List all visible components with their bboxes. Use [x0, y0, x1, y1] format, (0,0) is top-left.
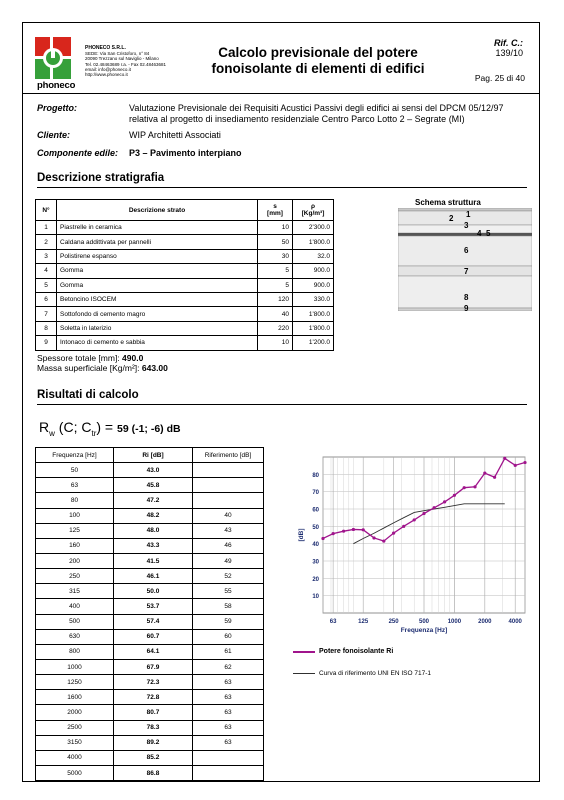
- table-row: [36, 307, 334, 321]
- table-row: [36, 720, 264, 735]
- x-tick-label: 1000: [447, 619, 462, 625]
- layer-description: Piastrelle in ceramica: [57, 221, 258, 235]
- reference-box: [494, 38, 523, 58]
- header-rho: [293, 200, 334, 221]
- layer-number: 7: [36, 307, 57, 321]
- freq-cell: 315: [36, 584, 114, 599]
- company-name: PHONECO S.R.L.: [85, 45, 126, 51]
- freq-cell: 125: [36, 523, 114, 538]
- legend-swatch-ref: [293, 673, 315, 674]
- freq-cell: 250: [36, 569, 114, 584]
- company-line: SEDE: Via San Cristoforo, n° 84: [85, 51, 150, 57]
- stratigrafia-title: Descrizione stratigrafia: [37, 172, 165, 184]
- header-s-label: s: [273, 203, 277, 210]
- ref-cell: 63: [193, 690, 264, 705]
- table-row: [36, 292, 334, 306]
- layer-thickness: 120: [258, 292, 293, 306]
- ref-cell: 55: [193, 584, 264, 599]
- table-row: [36, 278, 334, 292]
- layer-density: 1'800.0: [293, 235, 334, 249]
- data-point-ri: [523, 461, 526, 464]
- progetto-line: Valutazione Previsionale dei Requisiti Acustici Passivi degli edifici ai sensi del DPCM 05/12/97: [129, 103, 504, 113]
- company-line: http://www.phoneco.it: [85, 72, 128, 78]
- layer-density: 330.0: [293, 292, 334, 306]
- layer-number: 2: [36, 235, 57, 249]
- freq-cell: 400: [36, 599, 114, 614]
- table-row: [36, 690, 264, 705]
- data-point-ri: [321, 537, 324, 540]
- rif-value: 139/10: [495, 48, 523, 58]
- ref-cell: 49: [193, 553, 264, 568]
- x-tick-label: 250: [388, 619, 399, 625]
- header-s: [258, 200, 293, 221]
- formula-value: 59 (-1; -6) dB: [116, 423, 181, 435]
- table-row: [36, 705, 264, 720]
- stratigrafia-body: [36, 221, 334, 351]
- ri-cell: 50.0: [114, 584, 193, 599]
- data-point-ri: [352, 528, 355, 531]
- ri-cell: 47.2: [114, 493, 193, 508]
- ri-cell: 45.8: [114, 478, 193, 493]
- x-axis-label: Frequenza [Hz]: [400, 627, 448, 634]
- company-line: 20090 Trezzano sul Naviglio - Milano: [85, 56, 159, 62]
- progetto-value: [129, 103, 504, 125]
- results-table: [35, 447, 264, 781]
- ref-cell: 63: [193, 735, 264, 750]
- schema-label-7: 7: [464, 267, 469, 276]
- massa-row: [37, 363, 168, 373]
- layer-number: 8: [36, 321, 57, 335]
- ref-cell: [193, 478, 264, 493]
- spessore-label: Spessore totale [mm]:: [37, 353, 120, 363]
- table-header-row: [36, 200, 334, 221]
- ref-cell: 52: [193, 569, 264, 584]
- layer-number: 9: [36, 336, 57, 350]
- data-point-ri: [382, 539, 385, 542]
- layer-description: Polistirene espanso: [57, 249, 258, 263]
- layer-1: [398, 208, 532, 211]
- table-row: [36, 478, 264, 493]
- legend-label-ri: Potere fonoisolante Ri: [319, 648, 394, 655]
- table-row: [36, 644, 264, 659]
- table-row: [36, 493, 264, 508]
- freq-cell: 1600: [36, 690, 114, 705]
- logo-text: phoneco: [37, 80, 76, 91]
- layer-density: 32.0: [293, 249, 334, 263]
- document-title: [203, 45, 433, 77]
- schema-label-8: 8: [464, 293, 469, 302]
- cliente-value: WIP Architetti Associati: [129, 130, 221, 140]
- table-row: [36, 629, 264, 644]
- table-row: [36, 750, 264, 765]
- ri-cell: 80.7: [114, 705, 193, 720]
- layer-thickness: 10: [258, 221, 293, 235]
- y-tick-label: 50: [312, 524, 319, 531]
- progetto-label: Progetto:: [37, 103, 77, 113]
- schema-title: Schema struttura: [415, 198, 481, 207]
- table-row: [36, 264, 334, 278]
- table-row: [36, 569, 264, 584]
- ref-cell: 63: [193, 720, 264, 735]
- freq-cell: 63: [36, 478, 114, 493]
- data-point-ri: [342, 530, 345, 533]
- company-line: Tel. 02.48463689 r.a. - Fax 02.48463681: [85, 61, 167, 67]
- layer-thickness: 220: [258, 321, 293, 335]
- ri-cell: 72.8: [114, 690, 193, 705]
- layer-density: 900.0: [293, 264, 334, 278]
- title-line: Calcolo previsionale del potere: [218, 45, 418, 60]
- layer-description: Gomma: [57, 264, 258, 278]
- freq-cell: 200: [36, 553, 114, 568]
- x-tick-label: 2000: [478, 619, 492, 625]
- data-point-ri: [392, 531, 395, 534]
- progetto-line: relativa al progetto di insediamento residenziale Centro Parco Lotto 2 – Segrate (MI): [129, 114, 465, 124]
- header-desc: Descrizione strato: [57, 200, 258, 221]
- data-point-ri: [493, 476, 496, 479]
- risultati-title: Risultati di calcolo: [37, 389, 139, 401]
- ri-cell: 48.0: [114, 523, 193, 538]
- cliente-label: Cliente:: [37, 130, 71, 140]
- table-row: [36, 463, 264, 478]
- results-body: [36, 463, 264, 781]
- schema-label-2: 2: [449, 214, 454, 223]
- layer-thickness: 30: [258, 249, 293, 263]
- frequency-chart: [275, 445, 531, 641]
- ri-cell: 43.0: [114, 463, 193, 478]
- freq-cell: 5000: [36, 765, 114, 780]
- ref-cell: 62: [193, 659, 264, 674]
- massa-label: Massa superficiale [Kg/m²]:: [37, 363, 140, 373]
- layer-thickness: 10: [258, 336, 293, 350]
- layer-number: 1: [36, 221, 57, 235]
- layer-thickness: 40: [258, 307, 293, 321]
- schema-label-5: 5: [486, 229, 491, 238]
- componente-label: Componente edile:: [37, 148, 119, 158]
- data-point-ri: [503, 457, 506, 460]
- x-tick-label: 125: [358, 619, 369, 625]
- ri-cell: 57.4: [114, 614, 193, 629]
- layer-number: 6: [36, 292, 57, 306]
- layer-description: Betoncino ISOCEM: [57, 292, 258, 306]
- freq-cell: 1000: [36, 659, 114, 674]
- layer-thickness: 5: [258, 278, 293, 292]
- table-row: [36, 249, 334, 263]
- schema-struttura-diagram: [398, 208, 532, 311]
- ref-cell: 40: [193, 508, 264, 523]
- ref-cell: 61: [193, 644, 264, 659]
- table-row: [36, 538, 264, 553]
- table-row: [36, 584, 264, 599]
- data-point-ri: [362, 528, 365, 531]
- ref-cell: [193, 493, 264, 508]
- layer-description: Sottofondo di cemento magro: [57, 307, 258, 321]
- data-point-ri: [453, 494, 456, 497]
- table-row: [36, 523, 264, 538]
- data-point-ri: [463, 486, 466, 489]
- freq-cell: 630: [36, 629, 114, 644]
- data-point-ri: [413, 518, 416, 521]
- ref-cell: 63: [193, 675, 264, 690]
- freq-cell: 1250: [36, 675, 114, 690]
- formula-mid: (C; C: [54, 419, 92, 435]
- layer-density: 1'200.0: [293, 336, 334, 350]
- rif-label: Rif. C.:: [494, 38, 523, 48]
- title-line: fonoisolante di elementi di edifici: [211, 61, 425, 76]
- ref-cell: 63: [193, 705, 264, 720]
- company-info: [85, 46, 166, 77]
- header-ref: Riferimento [dB]: [193, 448, 264, 463]
- spessore-row: [37, 353, 168, 363]
- massa-value: 643.00: [141, 363, 168, 373]
- ri-cell: 78.3: [114, 720, 193, 735]
- formula-eq: ) =: [96, 419, 117, 435]
- layer-description: Intonaco di cemento e sabbia: [57, 336, 258, 350]
- layer-number: 4: [36, 264, 57, 278]
- legend-label-ref: Curva di riferimento UNI EN ISO 717-1: [319, 670, 431, 677]
- stratigrafia-table: [35, 199, 334, 351]
- page-header: [23, 23, 539, 93]
- ri-cell: 43.3: [114, 538, 193, 553]
- table-row: [36, 735, 264, 750]
- ri-cell: 53.7: [114, 599, 193, 614]
- data-point-ri: [483, 472, 486, 475]
- table-row: [36, 659, 264, 674]
- freq-cell: 800: [36, 644, 114, 659]
- legend-swatch-ri: [293, 651, 315, 653]
- ref-cell: [193, 765, 264, 780]
- formula-tr: tr: [91, 428, 97, 438]
- data-point-ri: [422, 512, 425, 515]
- layer-density: 2'300.0: [293, 221, 334, 235]
- totals: [37, 353, 168, 373]
- x-tick-label: 63: [329, 619, 337, 625]
- layer-thickness: 5: [258, 264, 293, 278]
- data-point-ri: [372, 536, 375, 539]
- data-point-ri: [514, 464, 517, 467]
- x-tick-label: 500: [418, 619, 430, 625]
- table-row: [36, 508, 264, 523]
- y-tick-label: 80: [312, 472, 319, 479]
- y-tick-label: 60: [312, 507, 319, 514]
- schema-label-4: 4: [477, 229, 482, 238]
- layer-number: 3: [36, 249, 57, 263]
- ri-cell: 67.9: [114, 659, 193, 674]
- table-row: [36, 765, 264, 780]
- document-page: [22, 22, 540, 782]
- layer-description: Gomma: [57, 278, 258, 292]
- layer-4: [398, 233, 532, 235]
- ri-cell: 48.2: [114, 508, 193, 523]
- freq-cell: 100: [36, 508, 114, 523]
- ri-cell: 85.2: [114, 750, 193, 765]
- freq-cell: 500: [36, 614, 114, 629]
- header-n: N°: [36, 200, 57, 221]
- freq-cell: 4000: [36, 750, 114, 765]
- layer-density: 1'800.0: [293, 307, 334, 321]
- header-freq: Frequenza [Hz]: [36, 448, 114, 463]
- ref-cell: 58: [193, 599, 264, 614]
- table-row: [36, 235, 334, 249]
- table-row: [36, 321, 334, 335]
- x-tick-label: 4000: [508, 619, 522, 625]
- section-divider: [37, 187, 527, 188]
- formula-w: w: [49, 428, 55, 438]
- layer-thickness: 50: [258, 235, 293, 249]
- header-rho-unit: [Kg/m³]: [301, 210, 325, 217]
- ri-cell: 89.2: [114, 735, 193, 750]
- ref-cell: [193, 463, 264, 478]
- ref-cell: 59: [193, 614, 264, 629]
- ri-cell: 41.5: [114, 553, 193, 568]
- ri-cell: 64.1: [114, 644, 193, 659]
- page-number: Pag. 25 di 40: [474, 73, 525, 83]
- ref-cell: 46: [193, 538, 264, 553]
- rw-formula: [39, 419, 181, 438]
- header-ri: Ri [dB]: [114, 448, 193, 463]
- freq-cell: 2500: [36, 720, 114, 735]
- ri-cell: 46.1: [114, 569, 193, 584]
- ref-cell: [193, 750, 264, 765]
- table-row: [36, 221, 334, 235]
- header-s-unit: [mm]: [267, 210, 283, 217]
- table-row: [36, 614, 264, 629]
- layer-density: 900.0: [293, 278, 334, 292]
- company-line: email: info@phoneco.it: [85, 66, 131, 72]
- freq-cell: 2000: [36, 705, 114, 720]
- y-tick-label: 70: [312, 490, 319, 497]
- table-row: [36, 336, 334, 350]
- phoneco-logo-icon: [35, 37, 71, 79]
- layer-density: 1'800.0: [293, 321, 334, 335]
- formula-r: R: [39, 419, 50, 435]
- data-point-ri: [332, 532, 335, 535]
- ref-cell: 43: [193, 523, 264, 538]
- y-tick-label: 20: [312, 576, 319, 583]
- header-rho-label: ρ: [310, 203, 316, 210]
- freq-cell: 3150: [36, 735, 114, 750]
- data-point-ri: [402, 525, 405, 528]
- schema-label-3: 3: [464, 221, 469, 230]
- table-row: [36, 675, 264, 690]
- data-point-ri: [473, 485, 476, 488]
- ri-cell: 86.8: [114, 765, 193, 780]
- data-point-ri: [433, 506, 436, 509]
- table-header-row: [36, 448, 264, 463]
- freq-cell: 160: [36, 538, 114, 553]
- section-divider: [37, 404, 527, 405]
- y-tick-label: 40: [312, 542, 319, 549]
- componente-value: P3 – Pavimento interpiano: [129, 148, 242, 158]
- y-axis-label: [dB]: [298, 528, 305, 542]
- y-tick-label: 30: [312, 559, 319, 566]
- data-point-ri: [443, 500, 446, 503]
- schema-label-9: 9: [464, 304, 469, 311]
- layer-description: Soletta in laterizio: [57, 321, 258, 335]
- freq-cell: 80: [36, 493, 114, 508]
- schema-label-1: 1: [466, 210, 471, 219]
- table-row: [36, 599, 264, 614]
- schema-label-6: 6: [464, 246, 469, 255]
- table-row: [36, 553, 264, 568]
- layer-description: Caldana addittivata per pannelli: [57, 235, 258, 249]
- freq-cell: 50: [36, 463, 114, 478]
- ref-cell: 60: [193, 629, 264, 644]
- spessore-value: 490.0: [122, 353, 144, 363]
- ri-cell: 60.7: [114, 629, 193, 644]
- y-tick-label: 10: [312, 594, 319, 601]
- header-divider: [23, 93, 539, 94]
- layer-number: 5: [36, 278, 57, 292]
- ri-cell: 72.3: [114, 675, 193, 690]
